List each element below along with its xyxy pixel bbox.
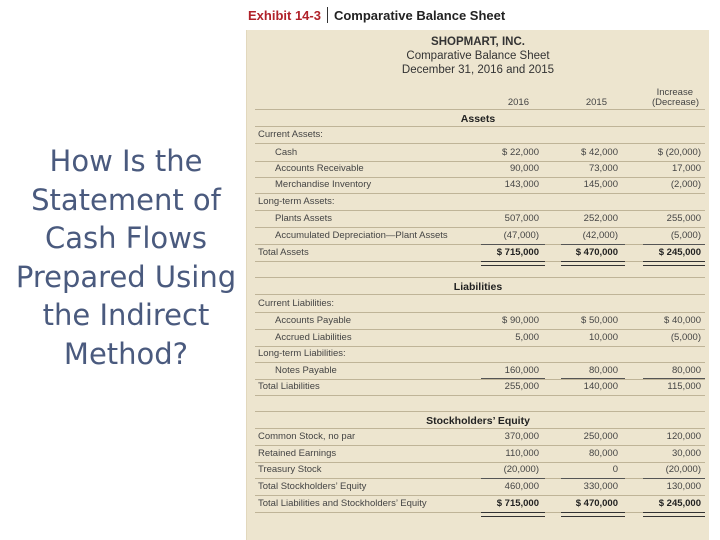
value-2016: $ 22,000 (502, 147, 539, 158)
row-rule (255, 312, 705, 313)
row-label: Long-term Assets: (258, 196, 335, 207)
value-change: $ 245,000 (658, 247, 701, 258)
row-rule (255, 445, 705, 446)
total-double-underline (481, 512, 545, 517)
subtotal-underline (481, 244, 545, 245)
row-label: Plants Assets (275, 213, 333, 224)
value-2016: $ 90,000 (502, 315, 539, 326)
value-2015: 10,000 (588, 332, 618, 343)
value-2016: (20,000) (503, 464, 539, 475)
subtotal-underline (561, 478, 625, 479)
row-rule (255, 379, 705, 380)
total-double-underline (643, 512, 705, 517)
row-rule (255, 512, 705, 513)
statement-title: Comparative Balance Sheet (406, 50, 550, 62)
value-2015: $ 470,000 (575, 498, 618, 509)
column-head-2015: 2015 (585, 97, 607, 108)
row-label: Treasury Stock (258, 464, 322, 475)
row-label: Accounts Receivable (275, 163, 364, 174)
row-label: Long-term Liabilities: (258, 348, 346, 359)
value-change: 130,000 (666, 481, 701, 492)
value-2016: 460,000 (504, 481, 539, 492)
row-label: Retained Earnings (258, 448, 337, 459)
value-change: (5,000) (670, 332, 701, 343)
subtotal-underline (643, 478, 705, 479)
value-2016: 110,000 (505, 448, 539, 459)
row-rule (255, 161, 705, 162)
value-change: 255,000 (666, 213, 701, 224)
section-rule (255, 294, 705, 295)
value-2015: $ 42,000 (581, 147, 618, 158)
statement-date: December 31, 2016 and 2015 (401, 64, 555, 76)
value-2015: 330,000 (583, 481, 618, 492)
row-label: Accrued Liabilities (275, 332, 352, 343)
row-label: Notes Payable (275, 365, 337, 376)
row-rule (255, 177, 705, 178)
row-label: Common Stock, no par (258, 431, 356, 442)
slide-title: How Is the Statement of Cash Flows Prepared Using the Indirect Method? (15, 144, 237, 371)
row-rule (255, 244, 705, 245)
value-2016: 255,000 (504, 381, 539, 392)
row-rule (255, 261, 705, 262)
row-label: Total Assets (258, 247, 309, 258)
row-rule (255, 193, 705, 194)
value-2016: $ 715,000 (496, 247, 539, 258)
row-rule (255, 495, 705, 496)
value-change: (5,000) (670, 230, 701, 241)
section-equity: Stockholders’ Equity (426, 415, 530, 427)
section-rule (255, 428, 705, 429)
row-label: Total Liabilities (258, 381, 320, 392)
row-rule (255, 478, 705, 479)
value-change: 80,000 (671, 365, 701, 376)
row-rule (255, 395, 705, 396)
row-label: Merchandise Inventory (275, 179, 372, 190)
subtotal-underline (561, 244, 625, 245)
section-rule (255, 277, 705, 278)
row-label: Total Stockholders’ Equity (258, 481, 367, 492)
value-change: 115,000 (667, 381, 701, 392)
row-rule (255, 462, 705, 463)
value-2015: 145,000 (583, 179, 618, 190)
value-2015: 73,000 (588, 163, 618, 174)
value-2015: 80,000 (588, 365, 618, 376)
value-2016: 507,000 (504, 213, 539, 224)
section-assets: Assets (460, 113, 496, 125)
row-label: Total Liabilities and Stockholders’ Equity (258, 498, 427, 509)
section-rule (255, 109, 705, 110)
row-label: Cash (275, 147, 298, 158)
section-rule (255, 126, 705, 127)
subtotal-underline (643, 378, 705, 379)
value-2016: 160,000 (504, 365, 539, 376)
value-2016: 90,000 (509, 163, 539, 174)
row-rule (255, 329, 705, 330)
exhibit-heading (248, 6, 505, 24)
total-double-underline (643, 261, 705, 266)
total-double-underline (481, 261, 545, 266)
company-name: SHOPMART, INC. (431, 36, 525, 48)
row-rule (255, 346, 705, 347)
row-label: Current Liabilities: (258, 298, 335, 309)
value-2016: (47,000) (503, 230, 539, 241)
value-2015: 140,000 (583, 381, 618, 392)
value-change: 120,000 (666, 431, 701, 442)
value-2016: 143,000 (504, 179, 539, 190)
balance-sheet (246, 30, 709, 540)
total-double-underline (561, 261, 625, 266)
value-change: 30,000 (671, 448, 701, 459)
value-2016: 5,000 (515, 332, 539, 343)
row-label: Current Assets: (258, 129, 323, 140)
value-2015: 250,000 (583, 431, 618, 442)
section-rule (255, 411, 705, 412)
exhibit-number: Exhibit 14-3 (248, 7, 321, 23)
row-rule (255, 227, 705, 228)
value-2015: $ 470,000 (575, 247, 618, 258)
exhibit-title: Comparative Balance Sheet (333, 7, 506, 23)
value-2016: $ 715,000 (496, 498, 539, 509)
value-change: (2,000) (670, 179, 701, 190)
column-head-decrease: (Decrease) (652, 97, 699, 108)
value-change: (20,000) (665, 464, 701, 475)
subtotal-underline (643, 244, 705, 245)
value-2015: 252,000 (583, 213, 618, 224)
value-change: $ 245,000 (658, 498, 701, 509)
column-head-2016: 2016 (507, 97, 529, 108)
row-rule (255, 210, 705, 211)
value-2016: 370,000 (504, 431, 539, 442)
value-change: $ 40,000 (664, 315, 701, 326)
row-rule (255, 143, 705, 144)
subtotal-underline (481, 378, 545, 379)
row-rule (255, 362, 705, 363)
total-double-underline (561, 512, 625, 517)
value-2015: 80,000 (588, 448, 618, 459)
value-2015: 0 (612, 464, 618, 475)
value-change: 17,000 (671, 163, 701, 174)
column-head-increase: Increase (656, 87, 693, 98)
value-2015: (42,000) (582, 230, 618, 241)
value-change: $ (20,000) (657, 147, 701, 158)
row-label: Accumulated Depreciation—Plant Assets (275, 230, 448, 241)
subtotal-underline (561, 378, 625, 379)
subtotal-underline (481, 478, 545, 479)
value-2015: $ 50,000 (581, 315, 618, 326)
exhibit-divider (327, 7, 328, 23)
section-liabilities: Liabilities (453, 281, 503, 293)
row-label: Accounts Payable (275, 315, 352, 326)
